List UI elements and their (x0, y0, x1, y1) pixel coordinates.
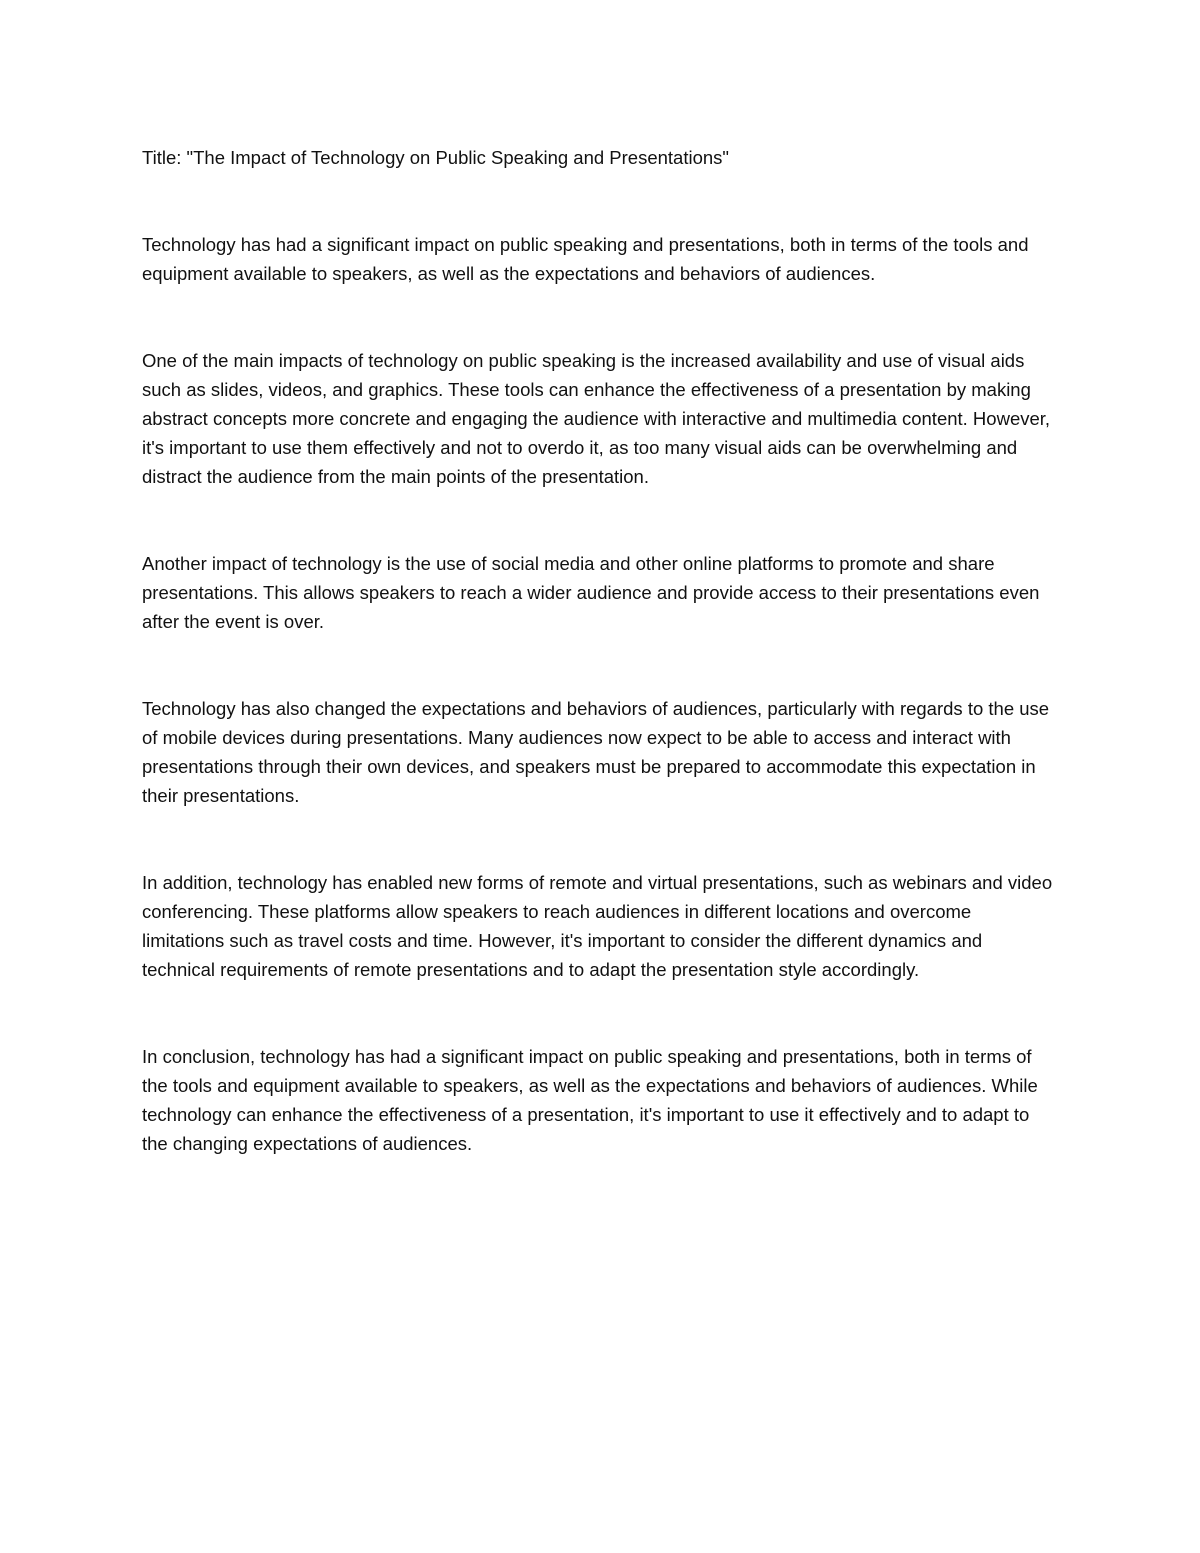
paragraph-intro: Technology has had a significant impact on public speaking and presentations, both in terms of the tools and equipment available to speakers, as well as the expectations and behaviors of audiences. (142, 234, 1029, 284)
paragraph-remote-presentations: In addition, technology has enabled new forms of remote and virtual presentations, such as webinars and video conferencing. These platforms allow speakers to reach audiences in different locations and overcome limitations such as travel costs and time. However, it's important to consider the different dynamics and technical requirements of remote presentations and to adapt the presentation style accordingly. (142, 872, 1053, 980)
paragraph-audience-expectations: Technology has also changed the expectations and behaviors of audiences, particularly with regards to the use of mobile devices during presentations. Many audiences now expect to be able to access and interact with presentations through their own devices, and speakers must be prepared to accommodate this expectation in their presentations. (142, 698, 1050, 806)
document-title: Title: "The Impact of Technology on Public Speaking and Presentations" (142, 147, 729, 168)
paragraph-conclusion: In conclusion, technology has had a significant impact on public speaking and presentations, both in terms of the tools and equipment available to speakers, as well as the expectations and behaviors of audiences. While technology can enhance the effectiveness of a presentation, it's important to use it effectively and to adapt to the changing expectations of audiences. (142, 1046, 1038, 1154)
document-body (142, 143, 1058, 1216)
paragraph-visual-aids: One of the main impacts of technology on public speaking is the increased availability and use of visual aids such as slides, videos, and graphics. These tools can enhance the effectiveness of a presentation by making abstract concepts more concrete and engaging the audience with interactive and multimedia content. However, it's important to use them effectively and not to overdo it, as too many visual aids can be overwhelming and distract the audience from the main points of the presentation. (142, 350, 1051, 487)
paragraph-social-media: Another impact of technology is the use of social media and other online platforms to promote and share presentations. This allows speakers to reach a wider audience and provide access to their presentations even after the event is over. (142, 553, 1040, 632)
